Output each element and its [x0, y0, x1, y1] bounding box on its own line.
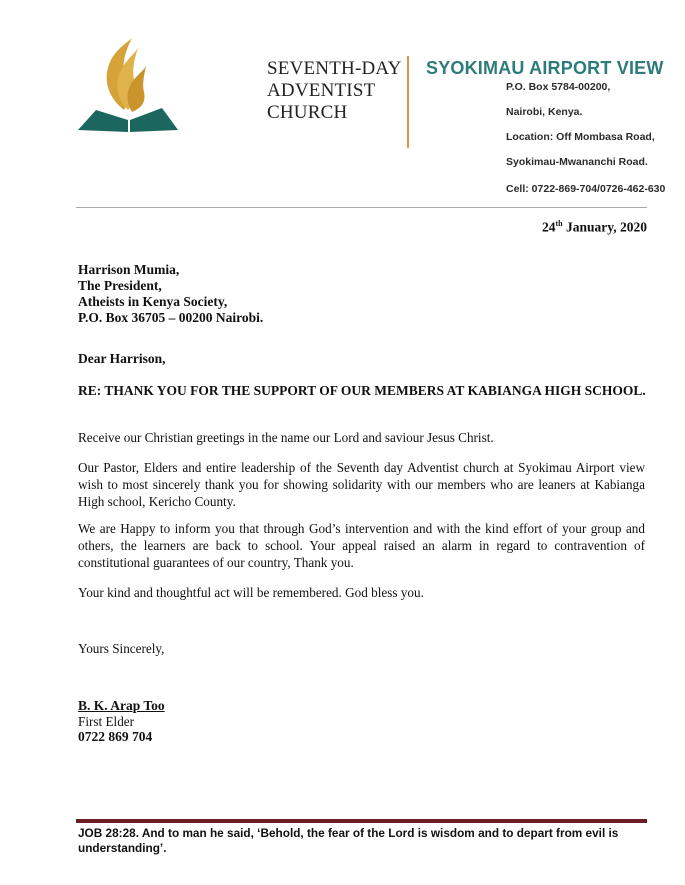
closing: Yours Sincerely,	[78, 641, 165, 656]
sda-church-logo	[76, 36, 180, 134]
letter-date	[542, 219, 647, 236]
footer-verse: JOB 28:28. And to man he said, ‘Behold, the fear of the Lord is wisdom and to depart from evil is understanding’.	[78, 826, 619, 855]
header-vertical-divider	[407, 56, 409, 148]
paragraph-blessing: Your kind and thoughtful act will be remembered. God bless you.	[78, 585, 424, 600]
recipient-title: The President,	[78, 278, 162, 293]
address-cell: Cell: 0722-869-704/0726-462-630	[506, 183, 666, 195]
recipient-organization: Atheists in Kenya Society,	[78, 294, 228, 309]
address-po-box: P.O. Box 5784-00200,	[506, 81, 611, 93]
logo-book-right	[130, 108, 178, 132]
church-name-line-1: SEVENTH-DAY	[267, 58, 402, 79]
church-name	[267, 58, 402, 124]
date-suffix: th	[555, 219, 563, 228]
address-city: Nairobi, Kenya.	[506, 106, 583, 118]
date-day: 24	[541, 219, 556, 235]
recipient-address: P.O. Box 36705 – 00200 Nairobi.	[78, 310, 264, 325]
signer-role: First Elder	[78, 714, 135, 729]
recipient-block	[78, 262, 263, 326]
branch-title: SYOKIMAU AIRPORT VIEW	[426, 58, 664, 78]
address-location: Location: Off Mombasa Road,	[506, 131, 655, 143]
header-rule	[76, 207, 647, 208]
footer-bar	[76, 819, 647, 823]
logo-book-left	[78, 110, 128, 132]
address-road: Syokimau-Mwananchi Road.	[506, 156, 648, 168]
paragraph-update: We are Happy to inform you that through God’s intervention and with the kind effort of your group and others, the learners are back to school. Your appeal raised an alarm in regard to contravention of constitutional guarantees of our country, Thank you.	[78, 521, 645, 570]
church-name-line-2: ADVENTIST	[267, 80, 376, 101]
recipient-name: Harrison Mumia,	[78, 262, 180, 277]
paragraph-thanks: Our Pastor, Elders and entire leadership of the Seventh day Adventist church at Syokimau Airport view wish to most sincerely thank you for showing solidarity with our members who are leaners at Kabianga High school, Kericho County.	[78, 460, 645, 509]
paragraph-greeting: Receive our Christian greetings in the name our Lord and saviour Jesus Christ.	[78, 430, 494, 445]
signer-phone: 0722 869 704	[78, 729, 153, 744]
church-name-line-3: CHURCH	[267, 102, 348, 123]
signer-name: B. K. Arap Too	[78, 698, 165, 713]
subject-line: RE: THANK YOU FOR THE SUPPORT OF OUR MEMBERS AT KABIANGA HIGH SCHOOL.	[78, 383, 646, 398]
salutation: Dear Harrison,	[78, 351, 166, 366]
date-rest: January, 2020	[562, 219, 647, 235]
